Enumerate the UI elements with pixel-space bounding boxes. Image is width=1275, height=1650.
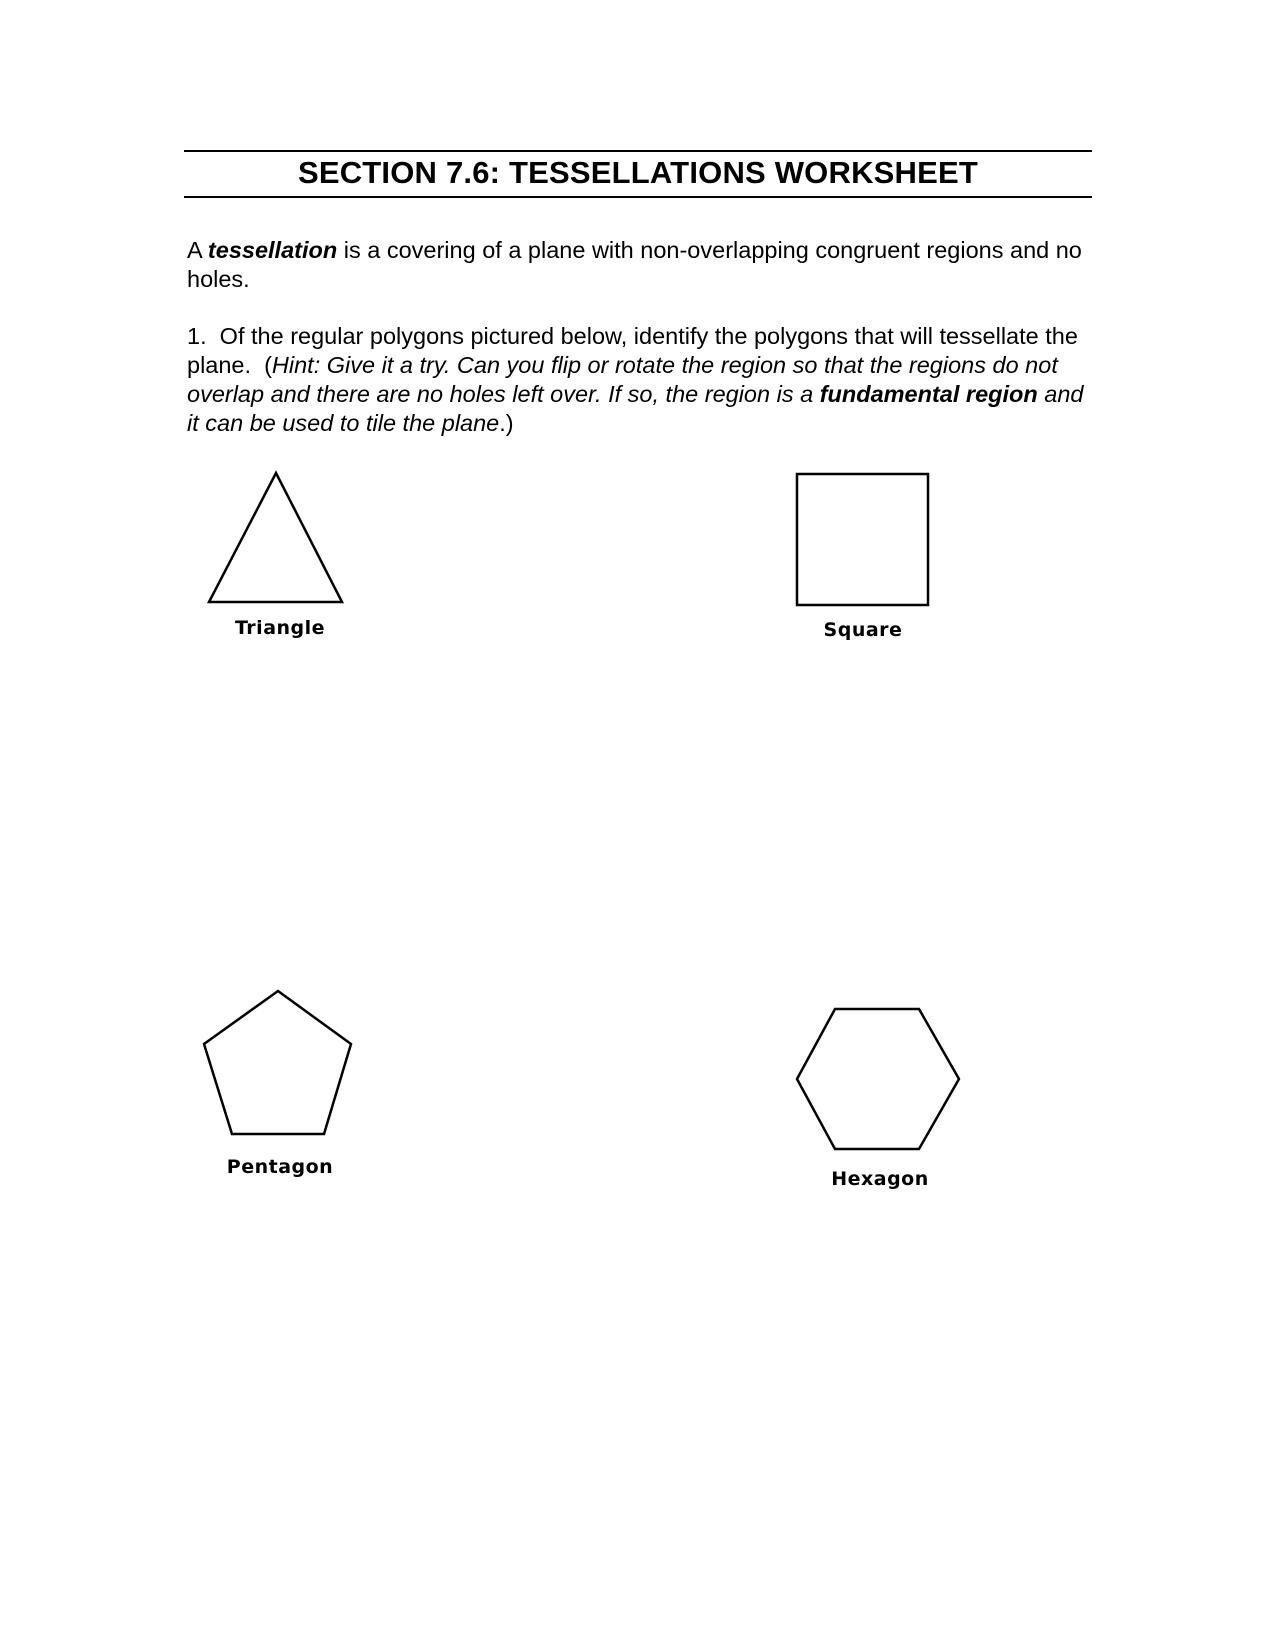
hint-end: and it can be used to tile the plane xyxy=(187,381,1084,436)
question-text: Of the regular polygons pictured below, identify the polygons that will tessellate the plane. xyxy=(187,323,1078,378)
definition-term: tessellation xyxy=(207,237,338,263)
title-rule-top xyxy=(184,150,1092,152)
pentagon-label: Pentagon xyxy=(226,1156,334,1178)
hint-term: fundamental region xyxy=(819,381,1038,407)
title-rule-bottom xyxy=(184,196,1092,198)
hint-text: Hint: Give it a try. Can you flip or rotate the region so that the regions do not overlap and there are no holes left over. If so, the region is a xyxy=(187,352,1058,407)
definition-paragraph xyxy=(187,236,1087,294)
hint-open-paren: ( xyxy=(264,352,272,378)
triangle-label: Triangle xyxy=(234,617,326,639)
hexagon-shape xyxy=(793,1005,965,1153)
definition-lead: A xyxy=(187,237,208,263)
triangle-shape xyxy=(205,470,345,610)
question-number: 1. xyxy=(187,323,207,349)
pentagon-shape xyxy=(200,988,356,1140)
square-shape xyxy=(795,472,933,610)
question-1 xyxy=(187,322,1087,438)
square-label: Square xyxy=(823,619,903,641)
definition-text: is a covering of a plane with non-overlapping congruent regions and no holes. xyxy=(187,237,1082,292)
hexagon-label: Hexagon xyxy=(831,1168,929,1190)
page-title: SECTION 7.6: TESSELLATIONS WORKSHEET xyxy=(297,155,979,190)
hint-close-paren: .) xyxy=(499,410,514,436)
